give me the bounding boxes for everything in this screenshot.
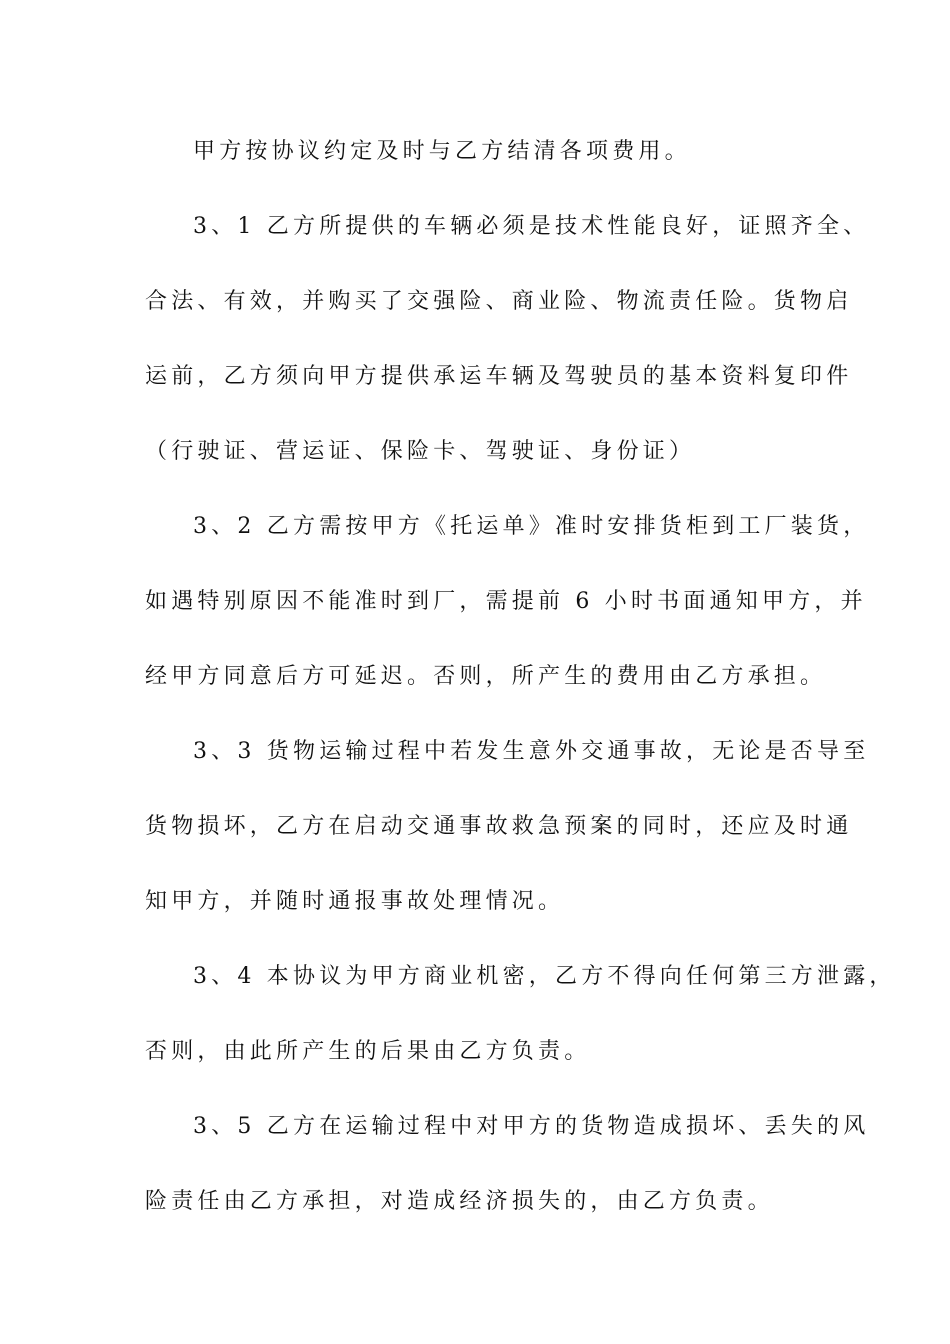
clause-3-2-line: 如遇特别原因不能准时到厂，需提前 6 小时书面通知甲方，并 [145,589,867,614]
clause-3-1-line: （行驶证、营运证、保险卡、驾驶证、身份证） [145,439,696,464]
clause-3-1-line: 3、1 乙方所提供的车辆必须是技术性能良好，证照齐全、 [193,214,870,239]
clause-3-1-line: 合法、有效，并购买了交强险、商业险、物流责任险。货物启 [145,289,853,314]
clause-3-4-line: 3、4 本协议为甲方商业机密，乙方不得向任何第三方泄露， [193,964,896,989]
clause-3-5-line: 险责任由乙方承担，对造成经济损失的，由乙方负责。 [145,1189,774,1214]
clause-3-4-line: 否则，由此所产生的后果由乙方负责。 [145,1039,591,1064]
clause-3-3-line: 货物损坏，乙方在启动交通事故救急预案的同时，还应及时通 [145,814,853,839]
clause-3-2-line: 3、2 乙方需按甲方《托运单》准时安排货柜到工厂装货， [193,514,870,539]
clause-3-1-line: 运前，乙方须向甲方提供承运车辆及驾驶员的基本资料复印件 [145,364,853,389]
clause-3-3-line: 知甲方，并随时通报事故处理情况。 [145,889,565,914]
paragraph-line: 甲方按协议约定及时与乙方结清各项费用。 [193,139,691,164]
clause-3-2-line: 经甲方同意后方可延迟。否则，所产生的费用由乙方承担。 [145,664,827,689]
clause-3-5-line: 3、5 乙方在运输过程中对甲方的货物造成损坏、丢失的风 [193,1114,870,1139]
clause-3-3-line: 3、3 货物运输过程中若发生意外交通事故，无论是否导至 [193,739,870,764]
